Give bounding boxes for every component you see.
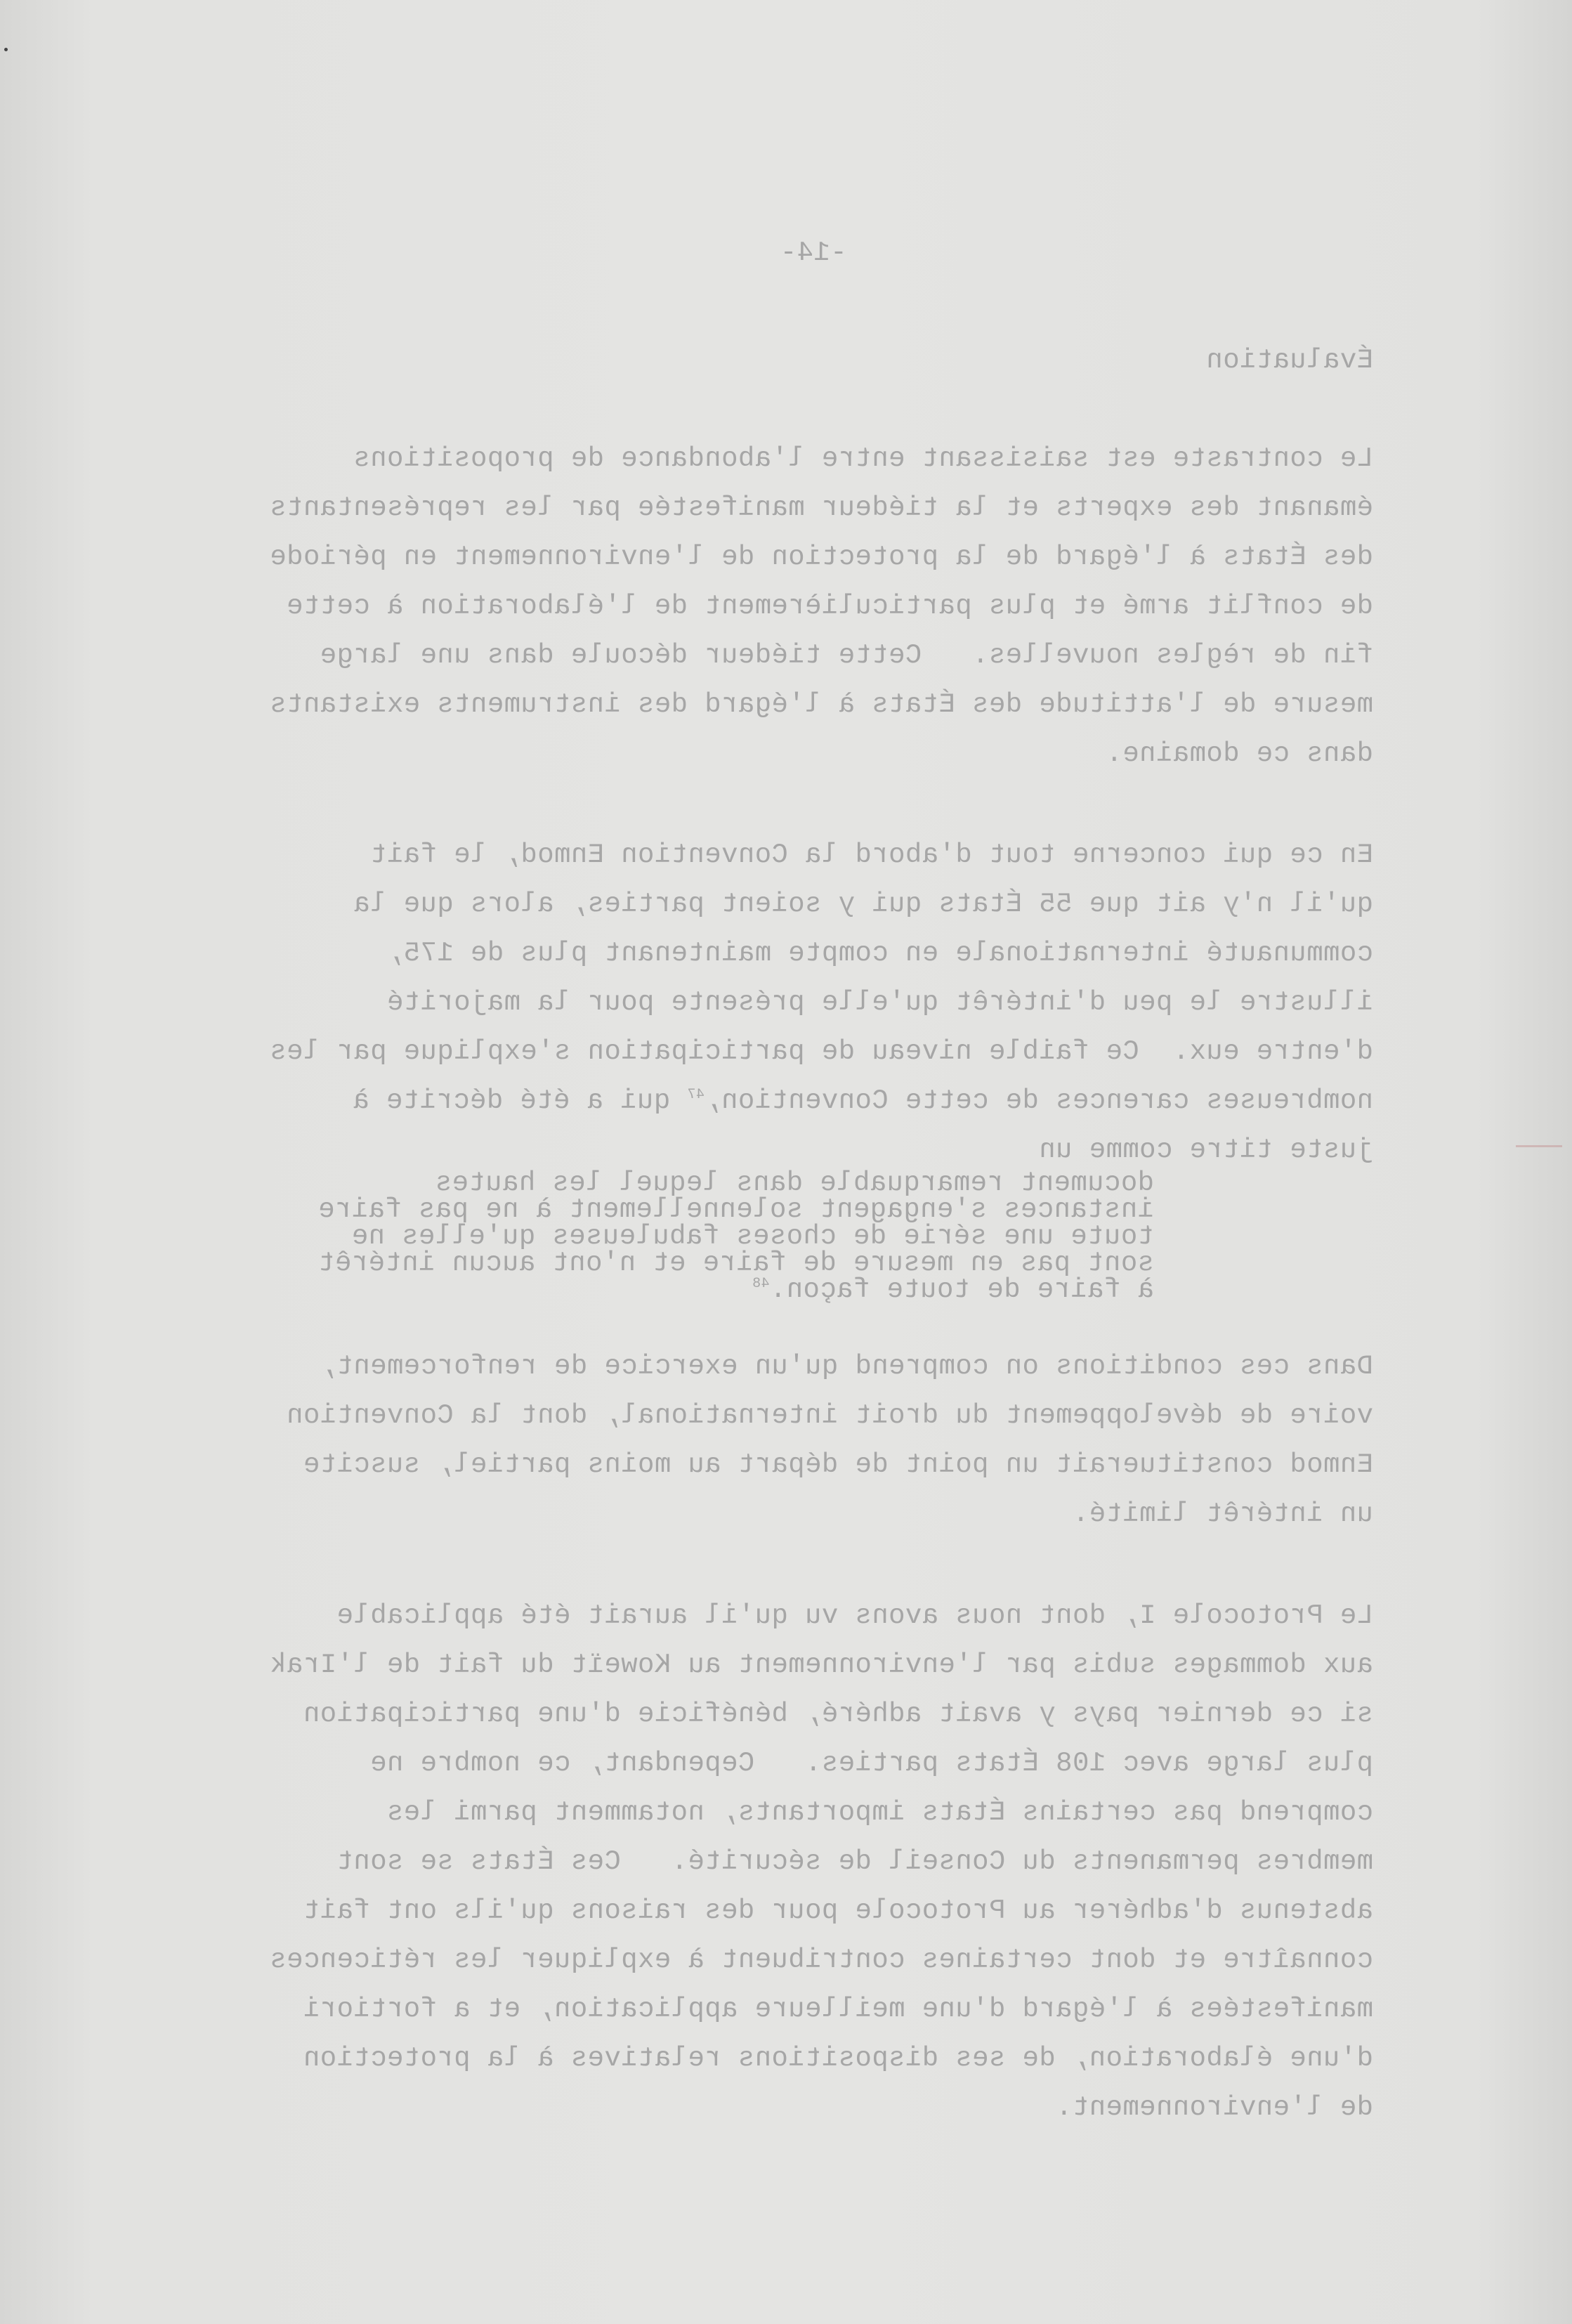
paragraph-3: Dans ces conditions on comprend qu'un exercice de renforcement, voire de développement du droit international, dont la Convention Enmod constituerait un point de départ au moins partiel, suscite un intérêt limité. <box>286 1351 1373 1529</box>
paragraph-1: Le contraste est saisissant entre l'abondance de propositions émanant des experts et la tiédeur manifestée par les représentants des États à l'égard de la protection de l'environnement en période de conflit armé et plus particulièrement de l'élaboration à cette fin de règles nouvelles. Cette tiédeur découle dans une large mesure de l'attitude des États à l'égard des instruments existants dans ce domaine. <box>269 443 1373 769</box>
section-heading: Évaluation <box>1205 345 1373 376</box>
paragraph-2-body: En ce qui concerne tout d'abord la Convention Enmod, le fait qu'il n'y ait que 55 États qui y soient parties, alors que la communauté internationale en compte maintenant plus de 175, illustre le peu d'intérêt qu'elle présente pour la majorité d'entre eux. Ce faible niveau de participation s'explique par les nombreuses carences de cette Convention, <box>269 840 1373 1116</box>
footnote-ref-47: 47 <box>687 1087 705 1103</box>
margin-mark <box>1516 1145 1562 1147</box>
scan-speck <box>4 48 8 51</box>
paragraph-2-tail: qui a été décrite à juste titre comme un <box>352 1085 1373 1166</box>
footnote-ref-48: 48 <box>752 1276 770 1292</box>
page-number: -14- <box>780 237 847 268</box>
paragraph-2 <box>176 830 1373 1175</box>
paragraph-4: Le Protocole I, dont nous avons vu qu'il aurait été applicable aux dommages subis par l'environnement au Koweït du fait de l'Irak si ce dernier pays y avait adhéré, bénéficie d'une participation plus large avec 108 États parties. Cependant, ce nombre ne comprend pas certains États importants, notamment parmi les membres permanents du Conseil de sécurité. Ces États se sont abstenus d'adhérer au Protocole pour des raisons qu'ils ont fait connaître et dont certaines contribuent à expliquer les réticences manifestées à l'égard d'une meilleure application, et a fortiori d'une élaboration, de ses dispositions relatives à la protection de l'environnement. <box>269 1600 1373 2123</box>
block-quote-text: document remarquable dans lequel les hautes instances s'engagent solennellement à ne pas faire toute une série de choses fabuleuses qu'elles ne sont pas en mesure de faire et n'ont aucun intérêt à faire de toute façon. <box>317 1168 1154 1305</box>
block-quote <box>317 1168 1154 1305</box>
